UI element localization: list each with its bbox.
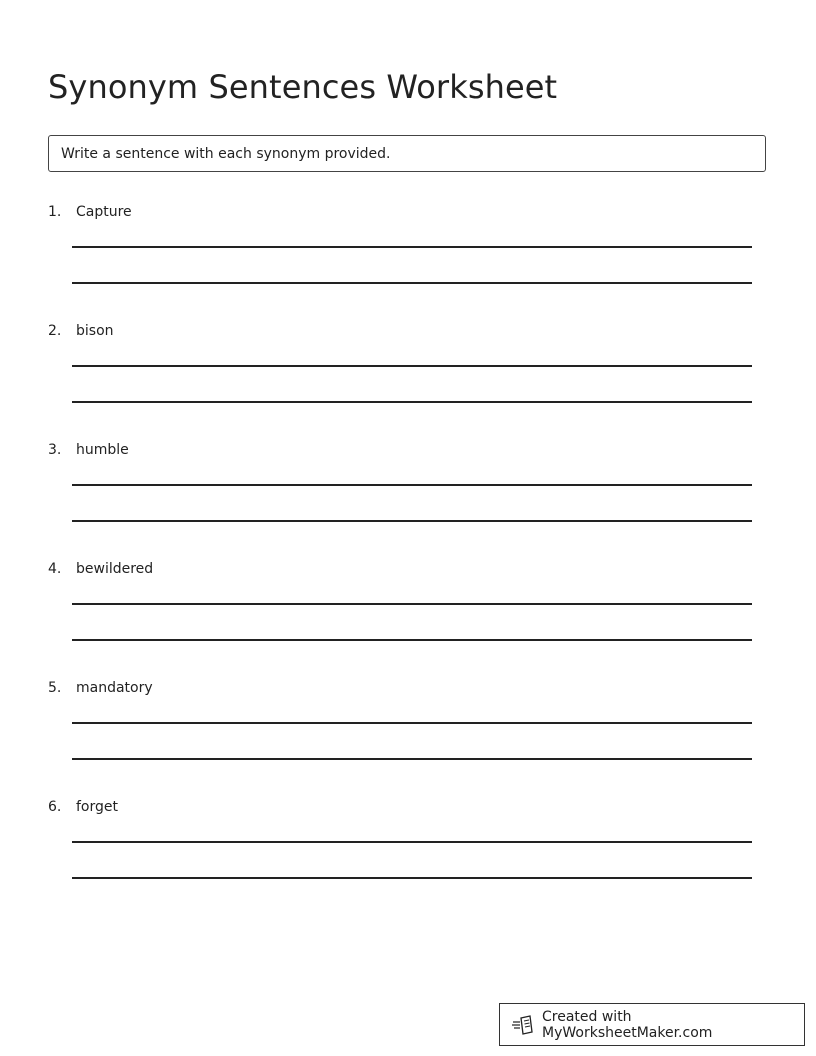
question-word: bewildered (76, 561, 154, 577)
answer-line[interactable] (72, 520, 752, 522)
answer-line[interactable] (72, 841, 752, 843)
answer-line[interactable] (72, 758, 752, 760)
footer-credit[interactable] (499, 1003, 805, 1046)
question-word: bison (76, 323, 114, 339)
answer-line[interactable] (72, 282, 752, 284)
question-number: 2. (48, 323, 62, 339)
question-number: 4. (48, 561, 62, 577)
question-number: 1. (48, 204, 62, 220)
answer-line[interactable] (72, 603, 752, 605)
instructions-text: Write a sentence with each synonym provided. (61, 145, 391, 162)
answer-line[interactable] (72, 365, 752, 367)
question-word: Capture (76, 204, 132, 220)
answer-line[interactable] (72, 484, 752, 486)
answer-line[interactable] (72, 401, 752, 403)
answer-line[interactable] (72, 639, 752, 641)
question-number: 5. (48, 680, 62, 696)
question-word: forget (76, 799, 118, 815)
question-word: mandatory (76, 680, 153, 696)
worksheet-title: Synonym Sentences Worksheet (48, 68, 558, 107)
worksheet-maker-logo-icon (512, 1015, 536, 1035)
answer-line[interactable] (72, 722, 752, 724)
footer-text: Created with MyWorksheetMaker.com (542, 1008, 713, 1041)
question-number: 3. (48, 442, 62, 458)
instructions-box (48, 135, 766, 172)
answer-line[interactable] (72, 877, 752, 879)
answer-line[interactable] (72, 246, 752, 248)
question-number: 6. (48, 799, 62, 815)
question-word: humble (76, 442, 129, 458)
